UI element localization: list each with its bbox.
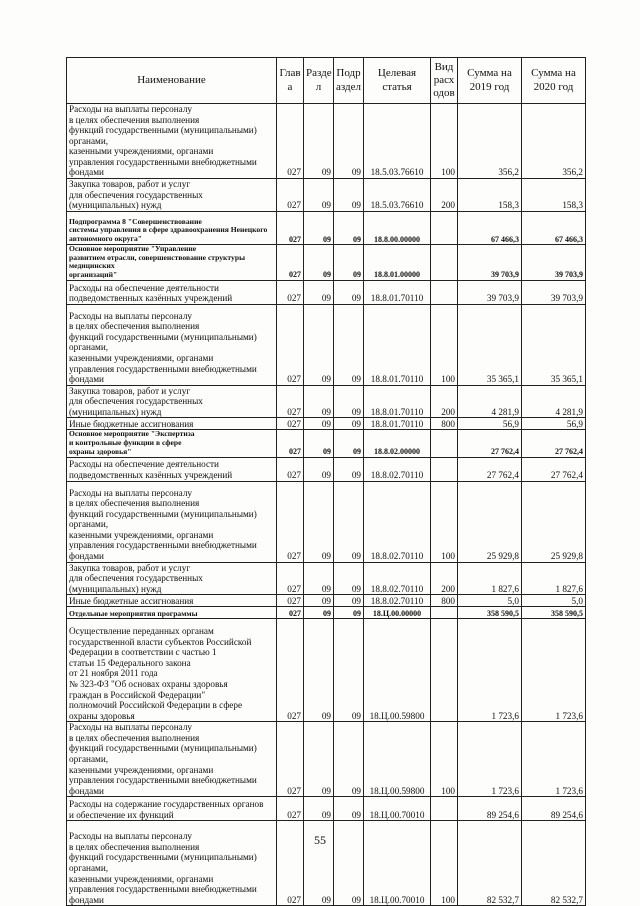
row-name-line: управления государственными внебюджетными фондами — [69, 156, 257, 178]
cell-target: 18.8.01.70110 — [364, 304, 431, 385]
row-name — [67, 430, 277, 457]
row-name-line: управления государственными внебюджетными фондами — [69, 775, 257, 796]
row-name-line: функций государственными (муниципальными) органами, — [69, 508, 257, 530]
row-name — [67, 385, 277, 418]
row-name-line: в целях обеспечения выполнения — [69, 841, 200, 852]
cell-razdel: 09 — [304, 595, 334, 607]
cell-target: 18.8.02.70110 — [364, 595, 431, 607]
row-name-line: казенными учреждениями, органами — [69, 146, 214, 157]
cell-vid: 800 — [431, 418, 458, 430]
cell-target: 18.5.03.76610 — [364, 179, 431, 212]
cell-vid: 100 — [431, 104, 458, 179]
row-name-line: подведомственных казённых учреждений — [69, 469, 233, 480]
row-name-line: и контрольные функции в сфере — [69, 438, 182, 448]
table-row — [67, 481, 586, 562]
cell-sum2019: 1 723,6 — [458, 619, 522, 722]
cell-sum2019: 358 590,5 — [458, 607, 522, 619]
table-row — [67, 280, 586, 304]
cell-sum2020: 27 762,4 — [522, 430, 586, 457]
row-name-line: для обеспечения государственных (муниципальных) нужд — [69, 573, 203, 594]
row-name — [67, 244, 277, 280]
cell-podrazdel: 09 — [334, 797, 364, 821]
cell-sum2020: 89 254,6 — [522, 797, 586, 821]
row-name-line: Расходы на выплаты персоналу — [69, 310, 193, 321]
cell-glava: 027 — [277, 244, 304, 280]
row-name-line: № 323-ФЗ "Об основах охраны здоровья — [69, 678, 228, 689]
row-name-line: Осуществление переданных органам — [69, 626, 214, 637]
cell-sum2019: 5,0 — [458, 595, 522, 607]
cell-glava: 027 — [277, 607, 304, 619]
row-name-line: в целях обеспечения выполнения — [69, 498, 200, 509]
cell-sum2019: 39 703,9 — [458, 280, 522, 304]
cell-sum2020: 1 827,6 — [522, 562, 586, 595]
cell-podrazdel: 09 — [334, 457, 364, 481]
cell-glava: 027 — [277, 104, 304, 179]
header-name: Наименование — [67, 58, 277, 104]
row-name-line: Подпрограмма 8 "Совершенствование — [69, 216, 202, 226]
cell-vid: 100 — [431, 722, 458, 797]
cell-vid: 100 — [431, 481, 458, 562]
cell-target: 18.8.02.70110 — [364, 562, 431, 595]
cell-razdel: 09 — [304, 481, 334, 562]
row-name-line: для обеспечения государственных (муниципальных) нужд — [69, 396, 203, 417]
row-name-line: развитием отрасли, совершенствование структуры медицинских — [69, 252, 246, 271]
cell-podrazdel: 09 — [334, 722, 364, 797]
row-name: Отдельные мероприятия программы — [67, 607, 277, 619]
row-name-line: в целях обеспечения выполнения — [69, 114, 200, 125]
cell-glava: 027 — [277, 562, 304, 595]
cell-target: 18.5.03.76610 — [364, 104, 431, 179]
table-row — [67, 304, 586, 385]
cell-razdel: 09 — [304, 430, 334, 457]
cell-sum2019: 39 703,9 — [458, 244, 522, 280]
row-name-line: управления государственными внебюджетными фондами — [69, 540, 257, 561]
cell-sum2019: 158,3 — [458, 179, 522, 212]
table-row — [67, 562, 586, 595]
cell-target: 18.Ц.00.70010 — [364, 797, 431, 821]
row-name-line: Федерации в соответствии с частью 1 — [69, 647, 217, 658]
cell-razdel: 09 — [304, 418, 334, 430]
row-name — [67, 179, 277, 212]
cell-target: 18.8.02.00000 — [364, 430, 431, 457]
row-name-line: автономного округа" — [69, 234, 143, 244]
cell-vid — [431, 797, 458, 821]
cell-vid — [431, 430, 458, 457]
cell-target: 18.Ц.00.59800 — [364, 619, 431, 722]
cell-razdel: 09 — [304, 797, 334, 821]
cell-razdel: 09 — [304, 722, 334, 797]
table-row — [67, 619, 586, 722]
cell-razdel: 09 — [304, 821, 334, 906]
table-row — [67, 179, 586, 212]
cell-podrazdel: 09 — [334, 821, 364, 906]
cell-vid: 100 — [431, 304, 458, 385]
cell-vid: 200 — [431, 179, 458, 212]
cell-glava: 027 — [277, 280, 304, 304]
cell-vid: 200 — [431, 562, 458, 595]
cell-vid: 200 — [431, 385, 458, 418]
cell-sum2020: 358 590,5 — [522, 607, 586, 619]
header-row — [67, 58, 586, 104]
page-number: 55 — [314, 833, 326, 847]
cell-podrazdel: 09 — [334, 418, 364, 430]
cell-vid: 100 — [431, 821, 458, 906]
cell-glava: 027 — [277, 619, 304, 722]
header-sum2020: Сумма на 2020 год — [522, 58, 586, 104]
cell-target: 18.8.02.70110 — [364, 457, 431, 481]
row-name-line: функций государственными (муниципальными) органами, — [69, 852, 257, 874]
row-name-line: системы управления в сфере здравоохранения Ненецкого — [69, 225, 268, 235]
cell-glava: 027 — [277, 304, 304, 385]
table-row — [67, 385, 586, 418]
cell-podrazdel: 09 — [334, 211, 364, 244]
cell-sum2020: 67 466,3 — [522, 211, 586, 244]
cell-podrazdel: 09 — [334, 562, 364, 595]
cell-vid: 800 — [431, 595, 458, 607]
table-row — [67, 418, 586, 430]
cell-sum2019: 89 254,6 — [458, 797, 522, 821]
cell-razdel: 09 — [304, 244, 334, 280]
table-row — [67, 797, 586, 821]
cell-glava: 027 — [277, 211, 304, 244]
row-name: Иные бюджетные ассигнования — [67, 595, 277, 607]
cell-sum2020: 35 365,1 — [522, 304, 586, 385]
cell-sum2020: 1 723,6 — [522, 722, 586, 797]
cell-target: 18.Ц.00.59800 — [364, 722, 431, 797]
cell-glava: 027 — [277, 722, 304, 797]
row-name — [67, 797, 277, 821]
cell-sum2019: 35 365,1 — [458, 304, 522, 385]
row-name-line: управления государственными внебюджетными фондами — [69, 363, 257, 385]
cell-sum2020: 5,0 — [522, 595, 586, 607]
header-glava: Глав а — [277, 58, 304, 104]
header-target: Целевая статья — [364, 58, 431, 104]
cell-podrazdel: 09 — [334, 280, 364, 304]
header-podrazdel: Подр аздел — [334, 58, 364, 104]
row-name-line: Расходы на выплаты персоналу — [69, 487, 193, 498]
row-name-line: Расходы на содержание государственных органов — [69, 799, 264, 810]
row-name — [67, 481, 277, 562]
table-row — [67, 722, 586, 797]
cell-sum2019: 1 827,6 — [458, 562, 522, 595]
cell-podrazdel: 09 — [334, 304, 364, 385]
cell-podrazdel: 09 — [334, 385, 364, 418]
row-name-line: от 21 ноября 2011 года — [69, 668, 158, 679]
cell-podrazdel: 09 — [334, 430, 364, 457]
cell-razdel: 09 — [304, 457, 334, 481]
cell-sum2020: 158,3 — [522, 179, 586, 212]
row-name: Иные бюджетные ассигнования — [67, 418, 277, 430]
row-name-line: Основное мероприятие "Управление — [69, 244, 197, 253]
cell-target: 18.8.01.00000 — [364, 244, 431, 280]
row-name-line: Закупка товаров, работ и услуг — [69, 179, 191, 190]
row-name-line: функций государственными (муниципальными) органами, — [69, 331, 257, 353]
cell-glava: 027 — [277, 797, 304, 821]
row-name-line: казенными учреждениями, органами — [69, 529, 214, 540]
row-name-line: в целях обеспечения выполнения — [69, 321, 200, 332]
cell-sum2020: 39 703,9 — [522, 280, 586, 304]
row-name-line: для обеспечения государственных (муниципальных) нужд — [69, 189, 203, 211]
cell-vid — [431, 211, 458, 244]
cell-razdel: 09 — [304, 211, 334, 244]
cell-razdel: 09 — [304, 562, 334, 595]
cell-glava: 027 — [277, 418, 304, 430]
row-name-line: подведомственных казённых учреждений — [69, 293, 233, 304]
row-name-line: казенными учреждениями, органами — [69, 764, 214, 775]
row-name-line: Закупка товаров, работ и услуг — [69, 562, 191, 573]
cell-razdel: 09 — [304, 280, 334, 304]
cell-sum2020: 4 281,9 — [522, 385, 586, 418]
table-row — [67, 457, 586, 481]
row-name-line: Закупка товаров, работ и услуг — [69, 385, 191, 396]
cell-razdel: 09 — [304, 619, 334, 722]
row-name — [67, 280, 277, 304]
cell-sum2019: 56,9 — [458, 418, 522, 430]
cell-podrazdel: 09 — [334, 179, 364, 212]
row-name-line: охраны здоровья" — [69, 446, 132, 456]
cell-target: 18.Ц.00.00000 — [364, 607, 431, 619]
cell-sum2019: 82 532,7 — [458, 821, 522, 906]
row-name-line: Расходы на обеспечение деятельности — [69, 282, 219, 293]
cell-vid — [431, 244, 458, 280]
cell-sum2019: 67 466,3 — [458, 211, 522, 244]
cell-podrazdel: 09 — [334, 481, 364, 562]
row-name-line: казенными учреждениями, органами — [69, 873, 214, 884]
row-name — [67, 722, 277, 797]
row-name-line: статьи 15 Федерального закона — [69, 657, 191, 668]
cell-target: 18.8.00.00000 — [364, 211, 431, 244]
cell-sum2019: 27 762,4 — [458, 430, 522, 457]
cell-sum2020: 27 762,4 — [522, 457, 586, 481]
cell-razdel: 09 — [304, 179, 334, 212]
cell-podrazdel: 09 — [334, 244, 364, 280]
cell-podrazdel: 09 — [334, 607, 364, 619]
row-name-line: и обеспечение их функций — [69, 809, 174, 820]
row-name-line: в целях обеспечения выполнения — [69, 732, 200, 743]
cell-glava: 027 — [277, 385, 304, 418]
row-name — [67, 304, 277, 385]
row-name-line: функций государственными (муниципальными) органами, — [69, 125, 257, 146]
cell-sum2019: 356,2 — [458, 104, 522, 179]
cell-sum2020: 56,9 — [522, 418, 586, 430]
cell-glava: 027 — [277, 595, 304, 607]
cell-sum2020: 356,2 — [522, 104, 586, 179]
cell-sum2020: 39 703,9 — [522, 244, 586, 280]
budget-table — [66, 57, 586, 906]
cell-sum2019: 4 281,9 — [458, 385, 522, 418]
row-name — [67, 104, 277, 179]
cell-glava: 027 — [277, 821, 304, 906]
row-name — [67, 457, 277, 481]
row-name-line: Расходы на выплаты персоналу — [69, 722, 193, 733]
table-row — [67, 430, 586, 457]
row-name-line: охраны здоровья — [69, 710, 135, 721]
header-vid: Вид расх одов — [431, 58, 458, 104]
cell-target: 18.8.02.70110 — [364, 481, 431, 562]
cell-target: 18.8.01.70110 — [364, 280, 431, 304]
cell-sum2020: 1 723,6 — [522, 619, 586, 722]
table-body — [67, 104, 586, 906]
cell-target: 18.8.01.70110 — [364, 385, 431, 418]
cell-glava: 027 — [277, 430, 304, 457]
cell-razdel: 09 — [304, 607, 334, 619]
row-name-line: полномочий Российской Федерации в сфере — [69, 700, 243, 711]
cell-target: 18.8.01.70110 — [364, 418, 431, 430]
row-name — [67, 211, 277, 244]
cell-sum2019: 1 723,6 — [458, 722, 522, 797]
table-row — [67, 244, 586, 280]
cell-vid — [431, 607, 458, 619]
table-row — [67, 607, 586, 619]
cell-glava: 027 — [277, 481, 304, 562]
row-name-line: казенными учреждениями, органами — [69, 352, 214, 363]
cell-podrazdel: 09 — [334, 595, 364, 607]
table-row — [67, 211, 586, 244]
cell-sum2020: 25 929,8 — [522, 481, 586, 562]
cell-sum2020: 82 532,7 — [522, 821, 586, 906]
row-name-line: управления государственными внебюджетными фондами — [69, 884, 257, 905]
header-sum2019: Сумма на 2019 год — [458, 58, 522, 104]
row-name-line: государственной власти субъектов Российской — [69, 636, 252, 647]
row-name-line: организаций" — [69, 269, 118, 279]
row-name-line: Расходы на выплаты персоналу — [69, 104, 193, 114]
row-name-line: Расходы на обеспечение деятельности — [69, 459, 219, 470]
cell-vid — [431, 280, 458, 304]
cell-target: 18.Ц.00.70010 — [364, 821, 431, 906]
cell-vid — [431, 457, 458, 481]
header-razdel: Разде л — [304, 58, 334, 104]
row-name — [67, 619, 277, 722]
cell-razdel: 09 — [304, 104, 334, 179]
cell-glava: 027 — [277, 179, 304, 212]
row-name-line: Расходы на выплаты персоналу — [69, 831, 193, 842]
cell-razdel: 09 — [304, 304, 334, 385]
row-name-line: функций государственными (муниципальными) органами, — [69, 743, 257, 765]
cell-glava: 027 — [277, 457, 304, 481]
table-row — [67, 104, 586, 179]
cell-vid — [431, 619, 458, 722]
row-name-line: граждан в Российской Федерации" — [69, 689, 206, 700]
cell-razdel: 09 — [304, 385, 334, 418]
row-name — [67, 562, 277, 595]
table-row — [67, 595, 586, 607]
cell-sum2019: 25 929,8 — [458, 481, 522, 562]
cell-podrazdel: 09 — [334, 619, 364, 722]
cell-podrazdel: 09 — [334, 104, 364, 179]
row-name-line: Основное мероприятие "Экспертиза — [69, 429, 195, 439]
cell-sum2019: 27 762,4 — [458, 457, 522, 481]
